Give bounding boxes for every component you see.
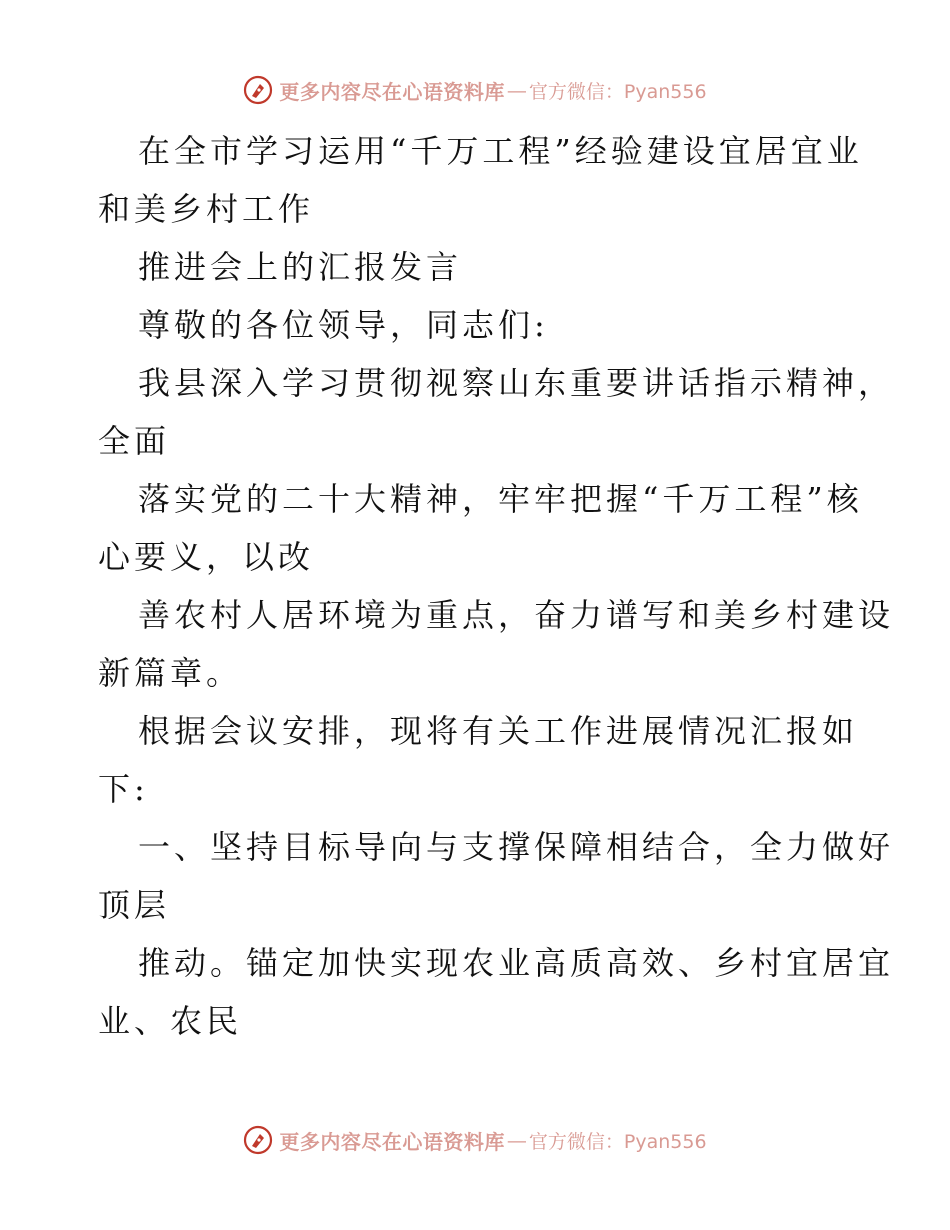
doc-title-line-2: 和美乡村工作 (98, 190, 315, 228)
watermark-wechat-text: 官方微信：Pyan556 (528, 80, 707, 103)
doc-paragraph-line: 新篇章。 (98, 654, 243, 692)
watermark-main-text: 更多内容尽在心语资料库 (279, 79, 505, 104)
watermark-dash: — (506, 78, 527, 102)
doc-subtitle: 推进会上的汇报发言 (138, 248, 463, 286)
doc-title-line-1: 在全市学习运用“千万工程”经验建设宜居宜业 (138, 132, 863, 170)
header-watermark (0, 70, 950, 110)
doc-paragraph-line: 心要义，以改 (98, 538, 315, 576)
footer-watermark (0, 1120, 950, 1160)
doc-salutation: 尊敬的各位领导，同志们: (138, 306, 549, 344)
doc-paragraph-line: 我县深入学习贯彻视察山东重要讲话指示精神， (138, 364, 895, 402)
doc-paragraph-line: 根据会议安排，现将有关工作进展情况汇报如 (138, 712, 859, 750)
doc-section-heading: 一、坚持目标导向与支撑保障相结合，全力做好 (138, 828, 895, 866)
document-body (98, 122, 895, 1050)
watermark-wechat-text: 官方微信：Pyan556 (528, 1130, 707, 1153)
doc-paragraph-line: 业、农民 (98, 1002, 243, 1040)
pen-nib-logo-icon (243, 75, 273, 105)
watermark-main-text: 更多内容尽在心语资料库 (279, 1129, 505, 1154)
doc-paragraph-line: 推动。锚定加快实现农业高质高效、乡村宜居宜 (138, 944, 895, 982)
pen-nib-logo-icon (243, 1125, 273, 1155)
doc-paragraph-line: 落实党的二十大精神，牢牢把握“千万工程”核 (138, 480, 863, 518)
watermark-dash: — (506, 1128, 527, 1152)
doc-section-heading-cont: 顶层 (98, 886, 171, 924)
doc-paragraph-line: 全面 (98, 422, 171, 460)
doc-paragraph-line: 下: (98, 770, 149, 808)
doc-paragraph-line: 善农村人居环境为重点，奋力谱写和美乡村建设 (138, 596, 895, 634)
